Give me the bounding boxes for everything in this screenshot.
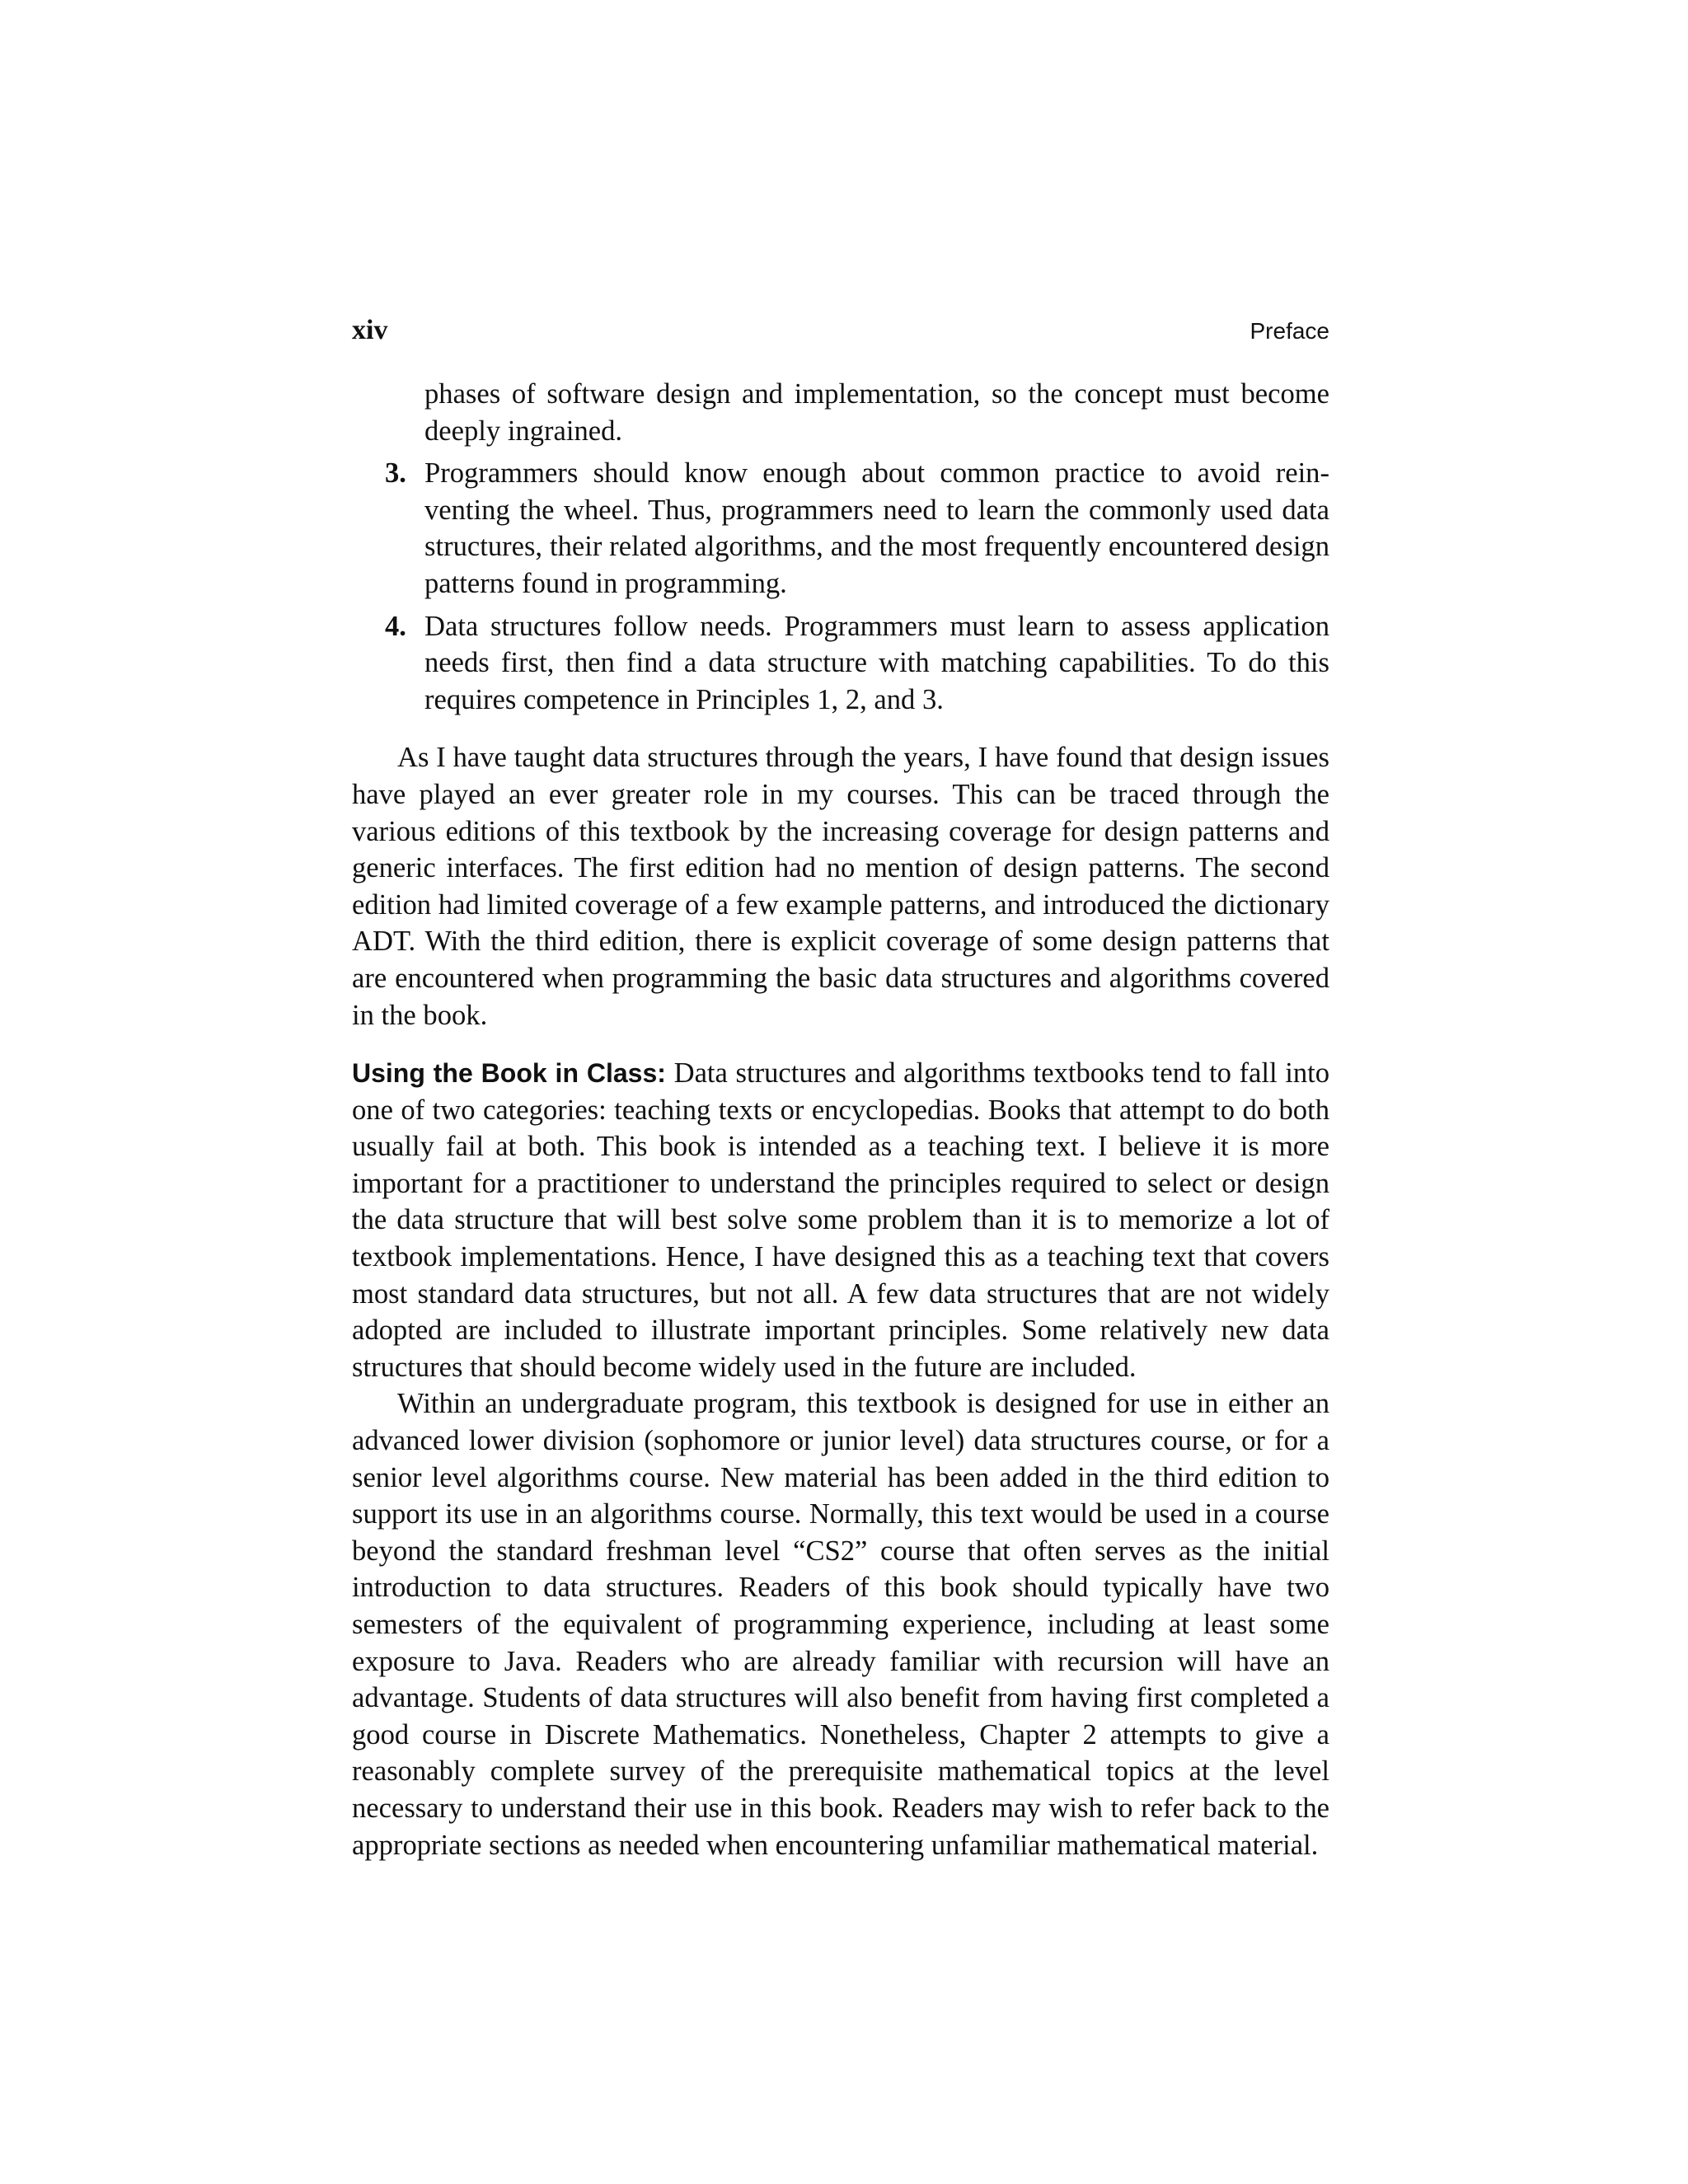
list-marker: 4. — [385, 610, 406, 642]
design-issues-paragraph: As I have taught data structures through the years, I have found that design issues have played an ever greater role in my courses. This can be traced through the various editions of this textbook by the increasing coverage for design patterns and generic interfaces. The first edition had no mention of design patterns. The second edition had limited coverage of a few example patterns, and introduced the dictionary ADT. With the third edition, there is explicit coverage of some design patterns that are encountered when programming the basic data structures and algorithms covered in the book. — [352, 742, 1329, 1031]
book-page — [352, 313, 1329, 1863]
list-item — [352, 455, 1329, 602]
principles-list — [352, 376, 1329, 718]
page-body — [352, 376, 1329, 1863]
using-book-text: Data structures and algorithms textbooks tend to fall into one of two categories: teaching texts or encyclopedias. Books that attempt to do both usually fail at both. This book is intended as a teaching text. I believe it is more important for a practitioner to understand the principles required to select or design the data structure that will best solve some problem than it is to memorize a lot of textbook implementations. Hence, I have designed this as a teaching text that covers most standard data structures, but not all. A few data structures that are not widely adopted are included to illustrate important principles. Some relatively new data structures that should become widely used in the future are included. — [352, 1057, 1330, 1383]
list-item — [352, 608, 1329, 719]
running-head: Preface — [1250, 318, 1329, 344]
page-number: xiv — [352, 315, 388, 345]
using-book-paragraph — [352, 1055, 1329, 1385]
undergraduate-paragraph: Within an undergraduate program, this textbook is designed for use in either an advanced lower division (sophomore or junior level) data structures course, or for a senior level algorithms course. New material has been added in the third edition to support its use in an algorithms course. Normally, this text would be used in a course beyond the standard freshman level “CS2” course that often serves as the initial introduction to data structures. Readers of this book should typically have two semesters of the equivalent of programming experience, including at least some exposure to Java. Readers who are already familiar with recursion will have an advantage. Students of data structures will also benefit from having first completed a good course in Discrete Mathematics. Nonetheless, Chapter 2 attempts to give a reasonably complete survey of the prerequisite mathematical topics at the level necessary to understand their use in this book. Readers may wish to refer back to the appropriate sections as needed when encountering unfamiliar mathematical material. — [352, 1388, 1329, 1861]
list-marker: 3. — [385, 457, 406, 490]
list-item-continuation: phases of software design and implementation, so the concept must become deeply ingrained. — [424, 378, 1329, 447]
page-header — [352, 313, 1329, 363]
list-item-text: Programmers should know enough about common practice to avoid reinventing the wheel. Thus, programmers need to learn the commonly used data structures, their related algorithms, and the most frequently encountered design patterns found in programming. — [424, 457, 1329, 599]
run-in-heading: Using the Book in Class: — [352, 1058, 666, 1089]
list-item-text: Data structures follow needs. Programmers must learn to assess application needs first, then find a data structure with matching capabilities. To do this requires competence in Principles 1, 2, and 3. — [424, 610, 1329, 715]
